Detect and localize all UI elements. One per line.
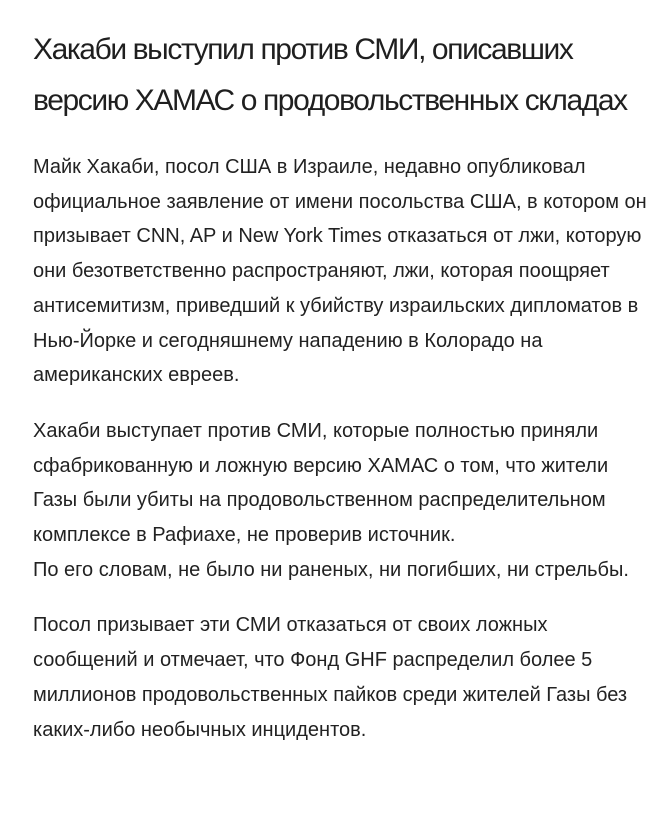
article	[33, 24, 647, 747]
article-paragraph: Посол призывает эти СМИ отказаться от своих ложных сообщений и отмечает, что Фонд GHF распределил более 5 миллионов продовольственных пайков среди жителей Газы без каких-либо необычных инцидентов.	[33, 614, 628, 741]
article-paragraph: Хакаби выступает против СМИ, которые полностью приняли сфабрикованную и ложную версию ХАМАС о том, что жители Газы были убиты на продовольственном распределительном комплексе в Рафиахе, не проверив источник.	[33, 419, 609, 547]
article-paragraph: Майк Хакаби, посол США в Израиле, недавно опубликовал официальное заявление от имени посольства США, в котором он призывает CNN, AP и New York Times отказаться от лжи, которую они безответственно распространяют, лжи, которая поощряет антисемитизм, приведший к убийству израильских дипломатов в Нью-Йорке и сегодняшнему нападению в Колорадо на американских евреев.	[33, 156, 647, 387]
article-paragraph: По его словам, не было ни раненых, ни погибших, ни стрельбы.	[33, 558, 629, 581]
article-title: Хакаби выступил против СМИ, описавших версию ХАМАС о продовольственных складах	[33, 33, 627, 117]
